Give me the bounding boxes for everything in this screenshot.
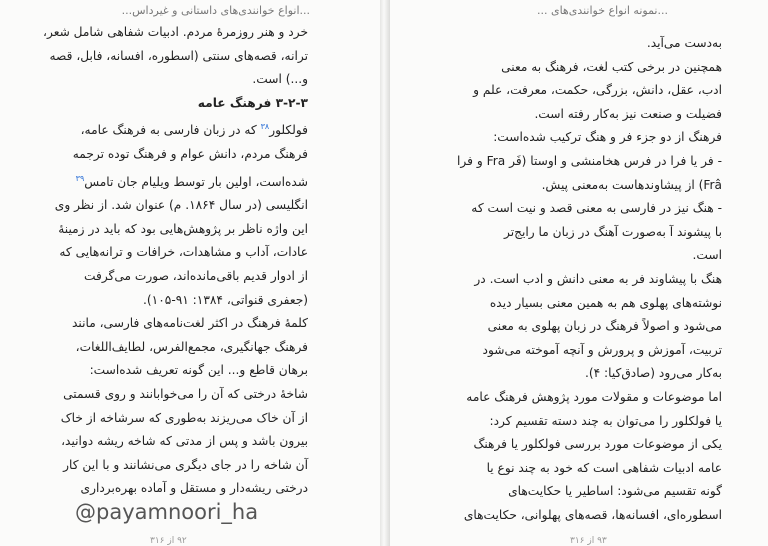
footnote-marker[interactable]: ۳۹	[75, 173, 85, 183]
page-gutter	[380, 0, 390, 546]
term-lead: فولکلور	[269, 123, 308, 138]
text-content: شده‌است، اولین بار توسط ویلیام جان تامس	[84, 174, 308, 189]
text-line	[43, 265, 308, 289]
text-line	[43, 21, 308, 45]
text-content: و...) است.	[252, 72, 308, 87]
text-content: اسطوره‌ای، افسانه‌ها، قصه‌های پهلوانی، حکایت‌های	[463, 507, 722, 522]
text-line	[43, 218, 308, 242]
text-content: ۳-۲-۳ فرهنگ عامه	[197, 95, 308, 110]
text-content: به‌دست می‌آید.	[646, 36, 722, 50]
text-content: فرهنگ از دو جزء فر و هنگ ترکیب شده‌است:	[493, 130, 722, 145]
text-line	[457, 197, 722, 221]
text-line	[457, 79, 722, 103]
text-line	[43, 336, 308, 360]
running-head: ...نمونه انواع خوانندی‌های ...	[536, 4, 668, 17]
text-line	[457, 103, 722, 127]
text-content: از آن خاک می‌ریزند به‌طوری که سرشاخه از خاک	[60, 410, 308, 425]
text-line	[43, 194, 308, 218]
text-line	[43, 68, 308, 92]
left-page	[0, 0, 380, 546]
page-number: ۹۲ از ۳۱۶	[150, 536, 187, 546]
text-content: عامه ادبیات شفاهی است که خود به چند نوع یا	[486, 460, 722, 475]
text-content: آن شاخه را در جای دیگری می‌نشانند و با این کار	[63, 457, 308, 472]
text-line	[457, 480, 722, 504]
text-line	[457, 433, 722, 457]
text-content: که در زبان فارسی به فرهنگ عامه،	[80, 123, 261, 138]
text-content: درختی ریشه‌دار و مستقل و آماده بهره‌برداری	[80, 481, 308, 496]
watermark: @payamnoori_ha	[75, 500, 259, 524]
text-content: فضیلت و صنعت نیز به‌کار رفته است.	[534, 106, 722, 121]
text-line	[457, 244, 722, 268]
text-line	[457, 339, 722, 363]
text-line	[457, 268, 722, 292]
text-content: با پیشوند آ به‌صورت آهنگ در زبان ما رایج‌تر	[504, 224, 722, 239]
text-line	[43, 167, 308, 195]
text-line	[43, 359, 308, 383]
text-line	[457, 504, 722, 528]
footnote-marker[interactable]: ۳۸	[260, 122, 270, 132]
text-content: نوشته‌های پهلوی هم به همین معنی بسیار دیده	[489, 295, 722, 310]
text-content: تربیت، آموزش و پرورش و آنچه آموخته می‌شود	[482, 342, 722, 357]
text-content: به‌کار می‌رود (صادق‌کیا: ۴).	[584, 366, 722, 381]
text-content: - هنگ نیز در فارسی به معنی قصد و نیت است که	[471, 201, 722, 216]
text-content: - فر یا فرا در فرس هخامنشی و اوستا (فَر Fra و فرا	[457, 153, 722, 168]
text-line	[43, 312, 308, 336]
text-content: این واژه ناظر بر پژوهش‌هایی بود که باید در زمینهٔ	[58, 221, 308, 236]
text-line	[43, 241, 308, 265]
text-line	[43, 430, 308, 454]
text-line	[43, 143, 308, 167]
text-content: یکی از موضوعات مورد بررسی فولکلور یا فرهنگ	[473, 437, 722, 452]
text-content: است.	[692, 248, 722, 263]
text-line	[43, 477, 308, 501]
text-line	[43, 289, 308, 313]
text-content: عادات، آداب و مشاهدات، خرافات و ترانه‌هایی که	[59, 245, 308, 260]
text-line	[457, 32, 722, 56]
text-content: ترانه، قصه‌های سنتی (اسطوره، افسانه، فابل، قصه	[49, 48, 308, 63]
text-line	[457, 362, 722, 386]
text-line	[43, 115, 308, 143]
text-content: می‌شود و اصولاً فرهنگ در زبان پهلوی به معنی	[487, 319, 722, 334]
text-line	[457, 56, 722, 80]
text-line	[457, 174, 722, 198]
text-content: انگلیسی (در سال ۱۸۶۴. م) عنوان شد. از نظر وی	[54, 198, 308, 213]
text-line	[43, 454, 308, 478]
text-line	[457, 221, 722, 245]
text-line	[43, 407, 308, 431]
page-number: ۹۳ از ۳۱۶	[570, 536, 607, 546]
text-content: یا فولکلور را می‌توان به چند دسته تقسیم کرد:	[489, 413, 722, 428]
text-content: فرهنگ جهانگیری، مجمع‌الفرس، لطایف‌اللغات،	[75, 339, 308, 354]
text-content: بیرون باشد و پس از مدتی که شاخه ریشه دوانید،	[61, 434, 308, 449]
text-line	[457, 315, 722, 339]
text-content: از ادوار قدیم باقی‌مانده‌اند، صورت می‌گرفت	[84, 269, 308, 284]
text-content: همچنین در برخی کتب لغت، فرهنگ به معنی	[501, 59, 722, 74]
text-content: گونه تقسیم می‌شود: اساطیر یا حکایت‌های	[508, 484, 722, 499]
text-content: هنگ با پیشاوند فر به معنی دانش و ادب است. در	[474, 271, 722, 286]
text-content: کلمهٔ فرهنگ در اکثر لغت‌نامه‌های فارسی، مانند	[72, 316, 308, 331]
text-content: (جعفری قنواتی، ۱۳۸۴: ۹۱-۱۰۵).	[143, 292, 308, 307]
text-line	[457, 150, 722, 174]
page-body-text	[43, 21, 308, 501]
section-heading	[43, 92, 308, 116]
text-line	[43, 383, 308, 407]
text-content: شاخهٔ درختی که آن را می‌خوابانند و روی قسمتی	[63, 387, 308, 402]
running-head: ...انواع خوانندی‌های داستانی و غیرداس...	[121, 4, 310, 17]
text-content: اما موضوعات و مقولات مورد پژوهش فرهنگ عامه	[466, 389, 722, 404]
text-line	[457, 410, 722, 434]
text-line	[457, 292, 722, 316]
text-content: خرد و هنر روزمرهٔ مردم. ادبیات شفاهی شامل شعر،	[43, 25, 308, 39]
text-line	[457, 457, 722, 481]
right-page	[390, 0, 768, 546]
text-content: برهان قاطع و... این گونه تعریف شده‌است:	[89, 363, 308, 378]
text-content: ادب، عقل، دانش، بزرگی، حکمت، معرفت، علم و	[473, 83, 722, 98]
page-body-text	[457, 32, 722, 527]
text-line	[43, 45, 308, 69]
text-line	[457, 126, 722, 150]
text-content: فرهنگ مردم، دانش عوام و فرهنگ توده ترجمه	[72, 147, 308, 162]
text-line	[457, 386, 722, 410]
text-content: Frâ) از پیشاوندهاست به‌معنی پیش.	[541, 177, 722, 192]
